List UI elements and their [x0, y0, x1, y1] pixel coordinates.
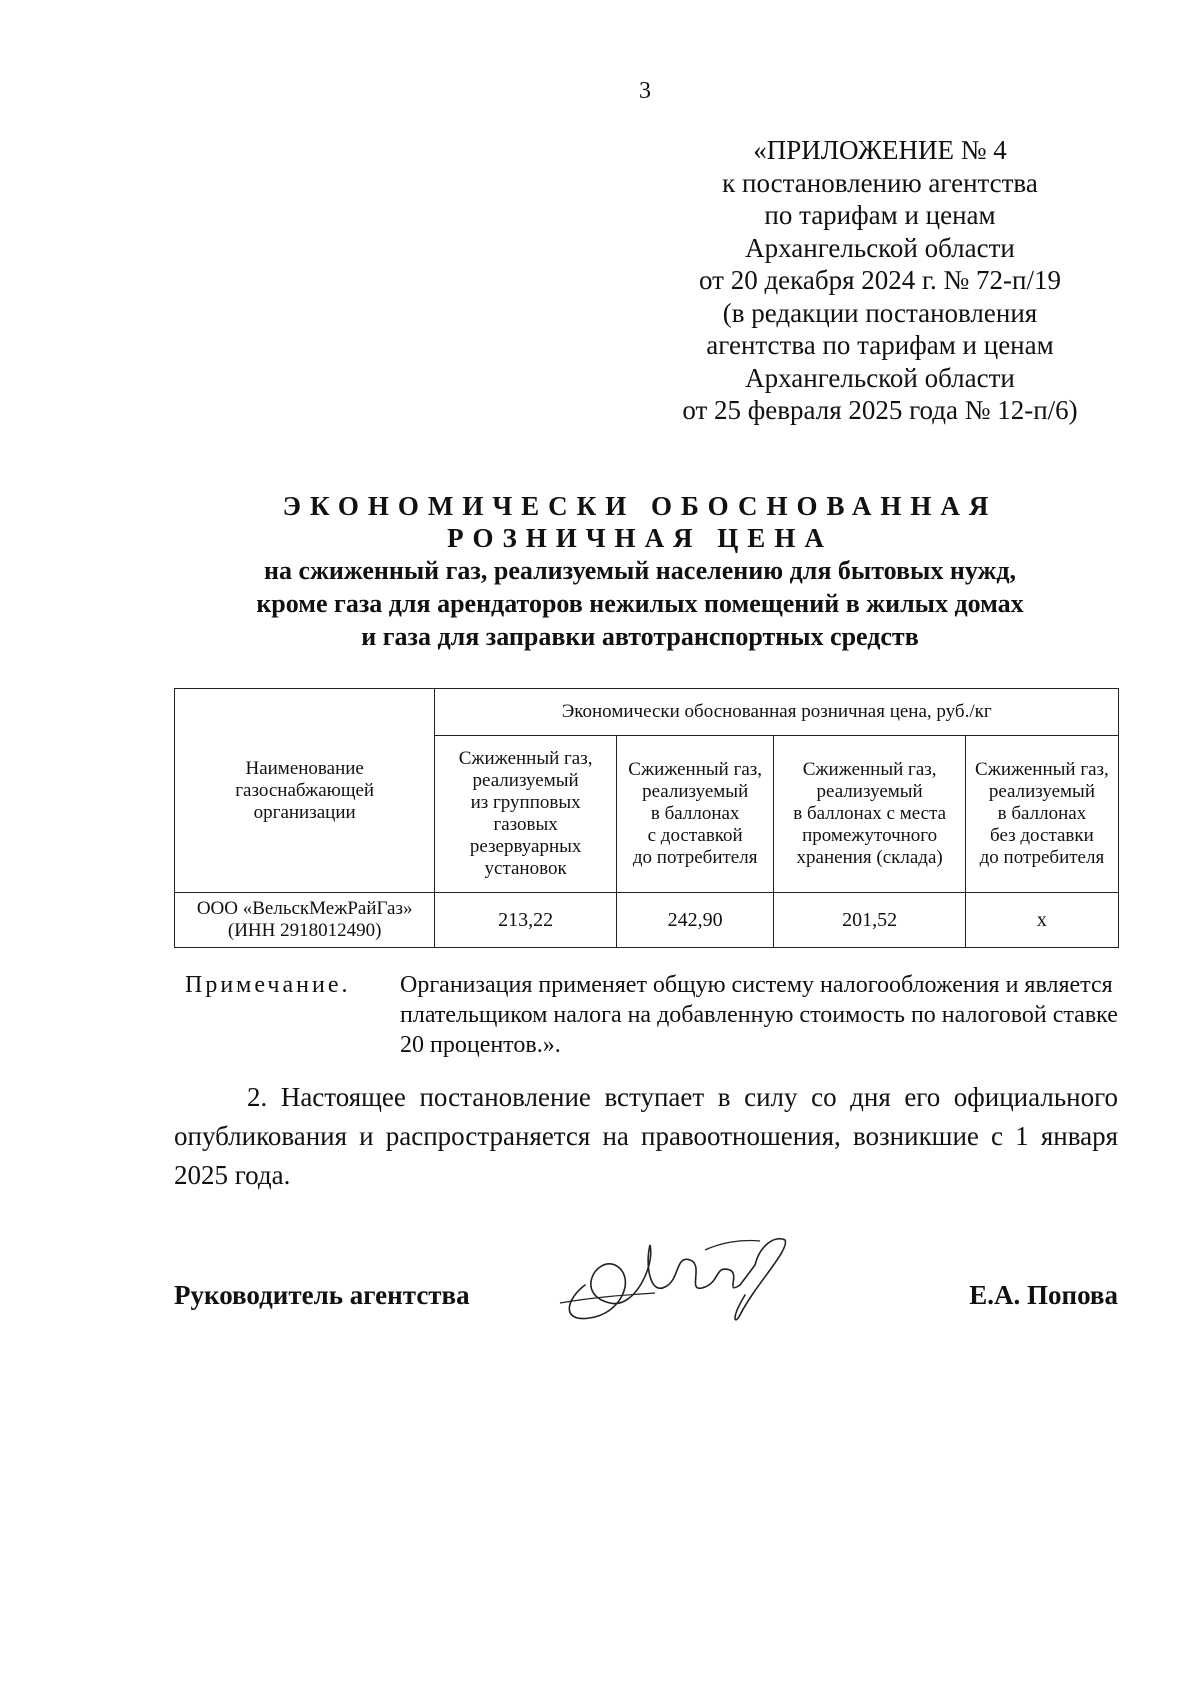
- price-cell: 242,90: [616, 893, 774, 948]
- subtitle-line: на сжиженный газ, реализуемый населению для бытовых нужд,: [263, 556, 1017, 585]
- appendix-line: по тарифам и ценам: [764, 200, 996, 230]
- column-header: Сжиженный газ, реализуемый из групповых газовых резервуарных установок: [435, 736, 617, 893]
- org-name-cell: ООО «ВельскМежРайГаз» (ИНН 2918012490): [175, 893, 435, 948]
- appendix-line: Архангельской области: [745, 232, 1015, 263]
- appendix-line: агентства по тарифам и ценам: [706, 330, 1054, 360]
- column-header: Сжиженный газ, реализуемый в баллонах с доставкой до потребителя: [616, 736, 774, 893]
- paragraph-2: 2. Настоящее постановление вступает в силу со дня его официального опубликования и распространяется на правоотношения, возникшие с 1 января 2025 года.: [174, 1082, 1118, 1190]
- appendix-line: от 25 февраля 2025 года № 12-п/6): [682, 395, 1078, 425]
- price-group-header: Экономически обоснованная розничная цена, руб./кг: [435, 689, 1119, 736]
- appendix-line: от 20 декабря 2024 г. № 72-п/19: [699, 265, 1061, 295]
- document-title: [170, 490, 1110, 653]
- appendix-line: Архангельской области: [745, 362, 1015, 393]
- handwritten-signature: [555, 1225, 795, 1335]
- price-cell: 201,52: [774, 893, 965, 948]
- appendix-header: [660, 134, 1100, 427]
- appendix-line: «ПРИЛОЖЕНИЕ № 4: [753, 135, 1007, 165]
- appendix-line: (в редакции постановления: [722, 297, 1038, 328]
- signatory-name: Е.А. Попова: [969, 1280, 1118, 1310]
- column-header: Сжиженный газ, реализуемый в баллонах с места промежуточного хранения (склада): [774, 736, 965, 893]
- title-line: РОЗНИЧНАЯ ЦЕНА: [447, 523, 833, 553]
- title-line: ЭКОНОМИЧЕСКИ ОБОСНОВАННАЯ: [282, 491, 998, 521]
- signatory-role: Руководитель агентства: [174, 1280, 470, 1310]
- note-text: Организация применяет общую систему налогообложения и является плательщиком налога на добавленную стоимость по налоговой ставке 20 процентов.».: [400, 972, 1118, 1058]
- appendix-line: к постановлению агентства: [722, 167, 1038, 198]
- price-table: [174, 688, 1119, 948]
- page-number: 3: [639, 78, 651, 104]
- subtitle-line: кроме газа для арендаторов нежилых помещений в жилых домах: [256, 589, 1024, 618]
- table-row: [175, 893, 1119, 948]
- price-cell: 213,22: [435, 893, 617, 948]
- price-cell: х: [965, 893, 1118, 948]
- org-header-cell: Наименование газоснабжающей организации: [175, 689, 435, 893]
- column-header: Сжиженный газ, реализуемый в баллонах без доставки до потребителя: [965, 736, 1118, 893]
- subtitle-line: и газа для заправки автотранспортных средств: [361, 622, 919, 651]
- note-label: Примечание.: [185, 972, 351, 998]
